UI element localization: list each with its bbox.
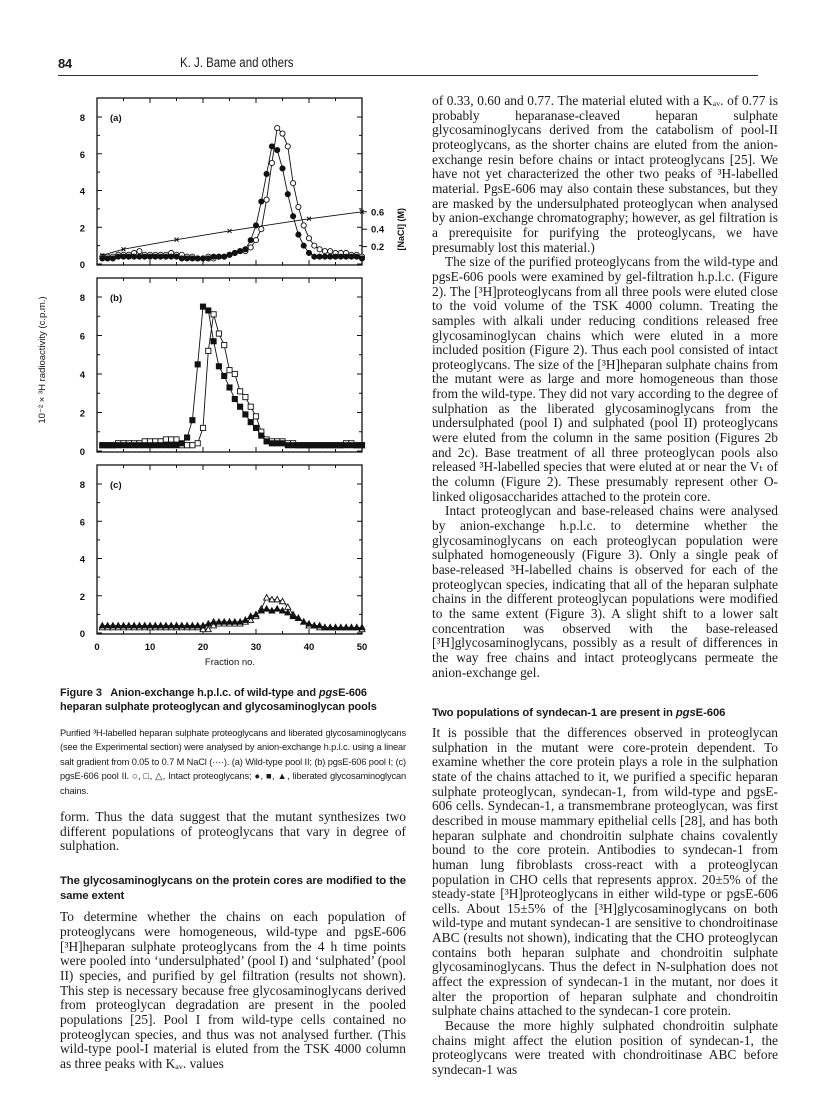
data-point bbox=[206, 256, 211, 261]
data-point bbox=[269, 441, 274, 446]
data-point bbox=[232, 396, 237, 401]
data-point bbox=[322, 443, 327, 448]
data-point bbox=[275, 125, 280, 130]
data-point bbox=[222, 373, 227, 378]
y-tick-label: 0 bbox=[79, 629, 85, 640]
data-point bbox=[153, 443, 158, 448]
data-point bbox=[296, 232, 301, 237]
data-point bbox=[296, 204, 301, 209]
data-point bbox=[238, 404, 243, 409]
data-point bbox=[179, 256, 184, 261]
data-point bbox=[344, 443, 349, 448]
series-line bbox=[102, 314, 362, 445]
data-point bbox=[169, 254, 174, 259]
data-point bbox=[344, 254, 349, 259]
data-point bbox=[232, 371, 237, 376]
data-point bbox=[248, 245, 253, 250]
data-point bbox=[158, 443, 163, 448]
data-point bbox=[169, 443, 174, 448]
data-point bbox=[328, 443, 333, 448]
chart-panels bbox=[80, 98, 406, 653]
data-point bbox=[253, 611, 259, 616]
y-tick-label: 8 bbox=[79, 480, 85, 491]
data-point bbox=[185, 256, 190, 261]
right-tick-label: 0.6 bbox=[371, 207, 385, 219]
data-point bbox=[179, 441, 184, 446]
x-tick-label: 30 bbox=[250, 642, 262, 653]
plot-frame bbox=[97, 98, 362, 265]
data-point bbox=[190, 256, 195, 261]
data-point bbox=[296, 443, 301, 448]
y-tick-label: 4 bbox=[79, 370, 85, 381]
paragraph: To determine whether the chains on each population of proteoglycans were homogeneous, wild-type and pgsE-606 [³H]heparan sulphate proteoglycans from the 4 h time points were pooled into ‘undersulphated’ (pool I) and ‘sulphated’ (pool II) species, and purified by gel filtration (results not shown). This step is necessary because free glycosaminoglycans derived from proteoglycan degradation are present in the pooled populations [25]. Pool I from wild-type cells contained no proteoglycan species, and thus was not analysed further. (This wild-type pool-I material is eluted from the TSK 4000 column as three peaks with Kₐᵥ. values bbox=[60, 909, 406, 1071]
data-point bbox=[264, 606, 270, 611]
data-point bbox=[280, 166, 285, 171]
data-point bbox=[142, 254, 147, 259]
data-point bbox=[132, 254, 137, 259]
panel-label: (c) bbox=[110, 480, 122, 491]
data-point bbox=[185, 443, 190, 448]
data-point bbox=[275, 441, 280, 446]
data-point bbox=[137, 443, 142, 448]
data-point bbox=[110, 256, 115, 261]
data-point bbox=[142, 443, 147, 448]
data-point bbox=[248, 420, 253, 425]
y-tick-label: 2 bbox=[79, 408, 85, 420]
data-point bbox=[285, 144, 290, 149]
data-point bbox=[195, 362, 200, 367]
data-point bbox=[354, 443, 359, 448]
page-number: 84 bbox=[58, 56, 72, 71]
data-point bbox=[190, 418, 195, 423]
data-point bbox=[291, 214, 296, 219]
data-point bbox=[291, 181, 296, 186]
data-point bbox=[216, 364, 221, 369]
y-tick-label: 8 bbox=[79, 113, 85, 124]
y-tick-label: 6 bbox=[79, 517, 85, 529]
data-point bbox=[333, 443, 338, 448]
data-point bbox=[285, 192, 290, 197]
data-point bbox=[359, 256, 364, 261]
data-point bbox=[174, 443, 179, 448]
data-point bbox=[243, 395, 248, 400]
data-point bbox=[359, 443, 364, 448]
data-point bbox=[227, 385, 232, 390]
data-point bbox=[206, 348, 211, 353]
data-point bbox=[291, 443, 296, 448]
data-point bbox=[190, 443, 195, 448]
data-point bbox=[269, 160, 274, 165]
caption-title-text: Anion-exchange h.p.l.c. of wild-type and bbox=[110, 687, 319, 699]
data-point bbox=[206, 308, 211, 313]
data-point bbox=[105, 256, 110, 261]
data-point bbox=[248, 404, 253, 409]
data-point bbox=[116, 254, 121, 259]
data-point bbox=[227, 252, 232, 257]
data-point bbox=[328, 254, 333, 259]
data-point bbox=[306, 250, 311, 255]
right-tick-label: 0.4 bbox=[371, 224, 385, 236]
heading-italic: pgs bbox=[675, 707, 696, 720]
data-point bbox=[264, 197, 269, 202]
data-point bbox=[137, 249, 142, 254]
data-point bbox=[116, 443, 121, 448]
data-point bbox=[232, 250, 237, 255]
data-point bbox=[200, 304, 205, 309]
y-tick-label: 4 bbox=[79, 554, 85, 566]
caption-label: Figure 3 bbox=[60, 687, 102, 699]
data-point bbox=[238, 249, 243, 254]
data-point bbox=[132, 443, 137, 448]
data-point bbox=[322, 249, 327, 254]
data-point bbox=[274, 606, 280, 611]
x-tick-label: 50 bbox=[356, 642, 368, 653]
x-tick-label: 0 bbox=[94, 642, 100, 653]
data-point bbox=[301, 223, 306, 228]
series-line bbox=[102, 128, 362, 258]
figure-3-chart bbox=[0, 80, 420, 680]
data-point bbox=[264, 595, 270, 600]
data-point bbox=[306, 443, 311, 448]
heading-text: Two populations of syndecan-1 are present in bbox=[432, 707, 676, 720]
right-axis-label: [NaCl] (M) bbox=[396, 207, 406, 251]
data-point bbox=[222, 254, 227, 259]
plot-frame bbox=[97, 465, 362, 634]
data-point bbox=[211, 312, 216, 317]
data-point bbox=[259, 433, 264, 438]
x-tick-label: 10 bbox=[144, 642, 156, 653]
data-point bbox=[163, 443, 168, 448]
data-point bbox=[238, 389, 243, 394]
y-tick-label: 2 bbox=[79, 223, 85, 235]
data-point bbox=[253, 414, 258, 419]
y-tick-label: 0 bbox=[79, 447, 85, 458]
data-point bbox=[169, 437, 174, 442]
y-tick-label: 8 bbox=[79, 293, 85, 304]
data-point bbox=[195, 441, 200, 446]
data-point bbox=[126, 254, 131, 259]
x-axis-label: Fraction no. bbox=[204, 657, 256, 668]
data-point bbox=[301, 443, 306, 448]
data-point bbox=[163, 254, 168, 259]
data-point bbox=[200, 425, 205, 430]
data-point bbox=[158, 254, 163, 259]
panel-c bbox=[80, 465, 368, 653]
x-tick-label: 40 bbox=[303, 642, 315, 653]
data-point bbox=[243, 247, 248, 252]
panel-label: (a) bbox=[110, 113, 122, 124]
left-column-text bbox=[60, 810, 406, 1072]
data-point bbox=[243, 412, 248, 417]
data-point bbox=[174, 254, 179, 259]
paragraph: Because the more highly sulphated chondroitin sulphate chains might affect the elution position of syndecan-1, the proteoglycans were treated with chondroitinase ABC before syndecan-1 was bbox=[432, 1018, 778, 1078]
paragraph: form. Thus the data suggest that the mutant synthesizes two different populations of proteoglycans that vary in degree of sulphation. bbox=[60, 809, 406, 854]
data-point bbox=[338, 254, 343, 259]
data-point bbox=[216, 331, 221, 336]
data-point bbox=[100, 443, 105, 448]
data-point bbox=[312, 443, 317, 448]
data-point bbox=[280, 441, 285, 446]
data-point bbox=[264, 171, 269, 176]
panel-a bbox=[80, 98, 406, 271]
series-line bbox=[102, 146, 362, 258]
data-point bbox=[121, 254, 126, 259]
data-point bbox=[253, 238, 258, 243]
data-point bbox=[349, 254, 354, 259]
data-point bbox=[147, 443, 152, 448]
data-point bbox=[338, 443, 343, 448]
data-point bbox=[322, 254, 327, 259]
data-point bbox=[110, 443, 115, 448]
caption-body: Purified ³H-labelled heparan sulphate proteoglycans and liberated glycosaminoglycans (see the Experimental section) were analysed by anion-exchange h.p.l.c. using a linear salt gradient from 0.05 to 0.7 M NaCl (····). (a) Wild-type pool II; (b) pgsE-606 pool I; (c) pgsE-606 pool II. ○, □, △, Intact proteoglycans; ●, ■, ▲, liberated glycosaminoglycan chains. bbox=[60, 728, 406, 796]
paragraph: It is possible that the differences observed in proteoglycan sulphation in the mutant were core-protein dependent. To examine whether the core protein plays a role in the sulphation state of the chains attached to it, we purified a specific heparan sulphate proteoglycan, syndecan-1, from wild-type and pgsE-606 cells. Syndecan-1, a transmembrane proteoglycan, was first described in mouse mammary epithelial cells [28], and has both heparan sulphate and chondroitin sulphate chains covalently bound to the core protein. Antibodies to syndecan-1 from human lung fibroblasts cross-react with a proteoglycan population in CHO cells that represents approx. 20±5% of the steady-state [³H]proteoglycans in either wild-type or pgsE-606 cells. About 15±5% of the [³H]glycosaminoglycans on both wild-type and mutant syndecan-1 are sensitive to chondroitinase ABC (results not shown), indicating that the CHO proteoglycan contains both heparan sulphate and chondroitin sulphate glycosaminoglycans. Thus the defect in N-sulphation does not affect the expression of syndecan-1 in the mutant, nor does it alter the proportion of heparan sulphate and chondroitin sulphate chains attached to the syndecan-1 core protein. bbox=[432, 724, 778, 1019]
figure-caption bbox=[60, 686, 406, 798]
y-tick-label: 2 bbox=[79, 591, 85, 603]
data-point bbox=[301, 619, 307, 624]
data-point bbox=[285, 443, 290, 448]
data-point bbox=[137, 254, 142, 259]
section-heading bbox=[432, 706, 778, 721]
plot-frame bbox=[97, 278, 362, 452]
y-tick-label: 0 bbox=[79, 260, 85, 271]
data-point bbox=[147, 254, 152, 259]
data-point bbox=[126, 443, 131, 448]
right-tick-label: 0.2 bbox=[371, 242, 385, 254]
data-point bbox=[211, 339, 216, 344]
heading-text-end: E-606 bbox=[695, 707, 726, 720]
running-title: K. J. Bame and others bbox=[180, 55, 294, 70]
data-point bbox=[153, 254, 158, 259]
data-point bbox=[275, 147, 280, 152]
data-point bbox=[105, 443, 110, 448]
data-point bbox=[354, 254, 359, 259]
data-point bbox=[301, 243, 306, 248]
data-point bbox=[222, 343, 227, 348]
data-point bbox=[259, 226, 264, 231]
caption-title-text-end: E-606 heparan sulphate proteoglycan and glycosaminoglycan pools bbox=[60, 687, 377, 713]
panel-label: (b) bbox=[110, 293, 123, 304]
data-point bbox=[216, 254, 221, 259]
data-point bbox=[312, 243, 317, 248]
section-heading: The glycosaminoglycans on the protein cores are modified to the same extent bbox=[60, 874, 406, 902]
data-point bbox=[264, 439, 269, 444]
data-point bbox=[269, 144, 274, 149]
y-tick-label: 4 bbox=[79, 186, 85, 198]
y-tick-label: 6 bbox=[79, 149, 85, 161]
data-point bbox=[328, 249, 333, 254]
panel-b bbox=[80, 278, 365, 458]
paragraph: of 0.33, 0.60 and 0.77. The material eluted with a Kₐᵥ. of 0.77 is probably heparanase-cleaved heparan sulphate glycosaminoglycans derived from the catabolism of pool-II proteoglycans, as the shorter chains are eluted from the anion-exchange resin before chains or intact proteoglycans [25]. We have not yet characterized the other two peaks of ³H-labelled material. PgsE-606 may also contain these substances, but they are masked by the undersulphated proteoglycan when analysed by anion-exchange chromatography; however, as gel filtration is a prerequisite for purifying the proteoglycans, we have presumably lost this material.) bbox=[432, 93, 778, 255]
y-axis-label: 10⁻² × ³H radioactivity (c.p.m.) bbox=[37, 296, 48, 424]
paragraph: Intact proteoglycan and base-released chains were analysed by anion-exchange h.p.l.c. to determine whether the glycosaminoglycans on each proteoglycan population were sulphated homogeneously (Figure 3). Only a single peak of base-released ³H-labelled chains is observed for each of the proteoglycan species, indicating that all of the heparan sulphate chains in the different proteoglycan populations were modified to the same extent (Figure 3). A slight shift to a lower salt concentration was observed with the base-released [³H]glycosaminoglycans, possibly as a result of differences in the way free chains and intact proteoglycans permeate the anion-exchange gel. bbox=[432, 503, 778, 680]
paragraph: The size of the purified proteoglycans from the wild-type and pgsE-606 pools were examined by gel-filtration h.p.l.c. (Figure 2). The [³H]proteoglycans from all three pools were eluted close to the void volume of the TSK 4000 column. Treating the samples with alkali under reducing conditions released free glycosaminoglycan chains which were eluted in a more included position (Figure 2). Thus each pool consisted of intact proteoglycans. The size of the [³H]heparan sulphate chains from the mutant were as large and more homogeneous than those from the wild-type. They did not vary according to the degree of sulphation as the liberated glycosaminoglycans from the undersulphated (pool I) and sulphated (pool II) proteoglycans were eluted from the column in the same position (Figures 2b and 2c). Base treatment of all three proteoglycan pools also released ³H-labelled species that were eluted at or near the Vₜ of the column (Figure 2). These presumably represent other O-linked oligosaccharides attached to the protein core. bbox=[432, 254, 778, 504]
header-rule bbox=[58, 75, 758, 76]
data-point bbox=[200, 256, 205, 261]
data-point bbox=[121, 443, 126, 448]
x-tick-label: 20 bbox=[197, 642, 209, 653]
data-point bbox=[242, 617, 248, 622]
data-point bbox=[253, 425, 258, 430]
data-point bbox=[317, 247, 322, 252]
data-point bbox=[185, 435, 190, 440]
data-point bbox=[195, 256, 200, 261]
y-tick-label: 6 bbox=[79, 331, 85, 343]
data-point bbox=[174, 437, 179, 442]
data-point bbox=[227, 368, 232, 373]
data-point bbox=[312, 254, 317, 259]
data-point bbox=[163, 437, 168, 442]
data-point bbox=[349, 443, 354, 448]
data-point bbox=[333, 254, 338, 259]
running-header bbox=[58, 52, 758, 76]
data-point bbox=[211, 254, 216, 259]
caption-title-italic: pgs bbox=[318, 687, 339, 699]
data-point bbox=[317, 443, 322, 448]
caption-title bbox=[60, 686, 399, 714]
right-column-text bbox=[432, 94, 778, 1078]
data-point bbox=[317, 254, 322, 259]
data-point bbox=[306, 236, 311, 241]
data-point bbox=[248, 238, 253, 243]
data-point bbox=[259, 199, 264, 204]
data-point bbox=[280, 131, 285, 136]
